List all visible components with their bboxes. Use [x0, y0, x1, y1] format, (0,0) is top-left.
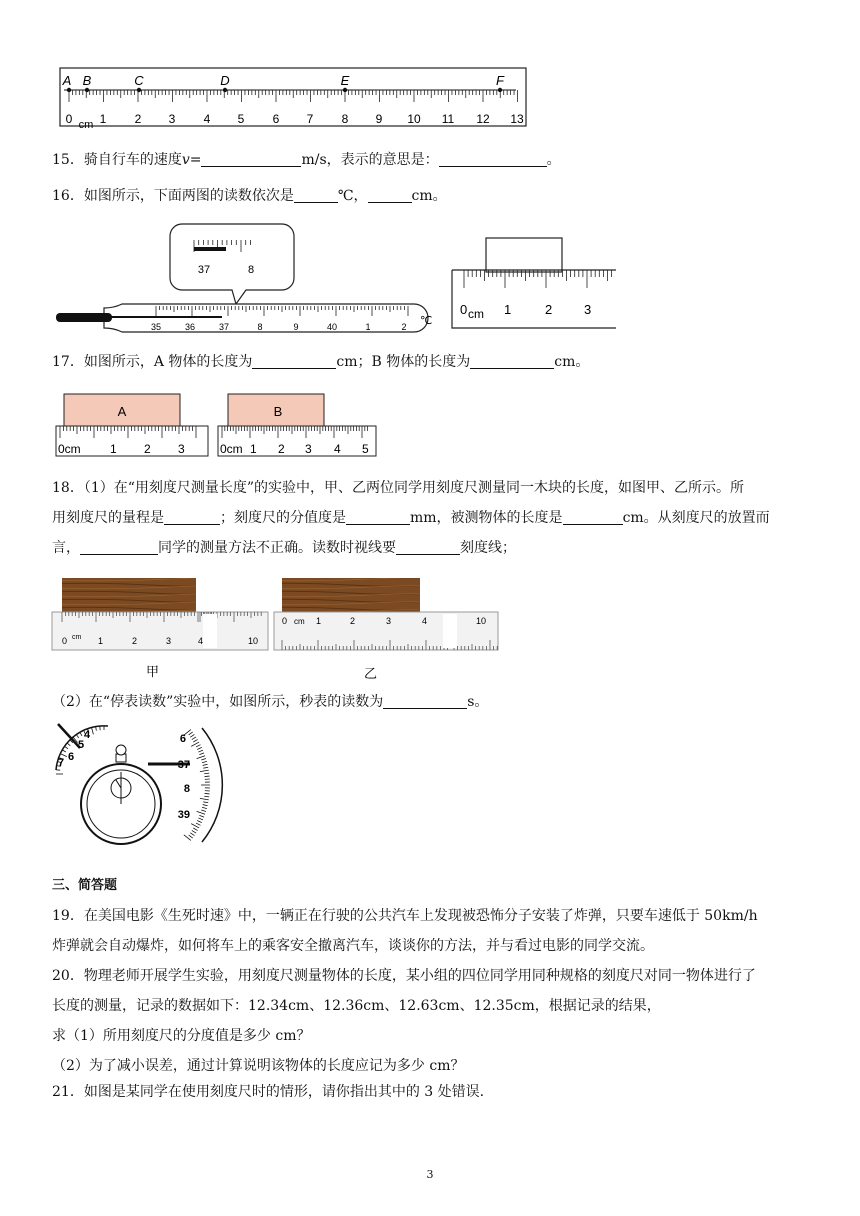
tick-5: 5 — [237, 112, 245, 126]
thermo-label: 9 — [293, 322, 299, 332]
jia-label: 2 — [132, 636, 138, 646]
ruler-b-label: 2 — [278, 442, 285, 456]
question-18 — [52, 474, 812, 562]
tick-12: 12 — [476, 112, 490, 126]
jia-label: 4 — [198, 636, 204, 646]
block-ruler-figure — [448, 234, 618, 332]
question-15 — [52, 150, 561, 170]
small-dial-label: 7 — [58, 757, 65, 769]
big-dial-label: 8 — [183, 783, 190, 795]
q18-part1-b3: mm，被测物体的长度是 — [410, 510, 563, 526]
q18-part1-c1: 言， — [52, 540, 80, 556]
q17-text-1: 如图所示，A 物体的长度为 — [83, 354, 253, 370]
small-dial-label: 4 — [84, 729, 91, 741]
q18-part1-b2: ；刻度尺的分值度是 — [220, 510, 346, 526]
q20-line-4: （2）为了减小误差，通过计算说明该物体的长度应记为多少 cm？ — [52, 1058, 465, 1074]
yi-label: 10 — [476, 616, 487, 626]
answer-blank[interactable] — [470, 354, 554, 369]
question-21 — [52, 1082, 484, 1102]
tick-13: 13 — [510, 112, 524, 126]
q18-part1-b4: cm。从刻度尺的放置而 — [622, 510, 770, 526]
q15-variable: v — [181, 152, 190, 168]
q17-text-3: cm。 — [554, 354, 590, 370]
question-17 — [52, 352, 589, 372]
answer-blank[interactable] — [294, 188, 338, 203]
yi-label: 1 — [316, 616, 322, 626]
question-18-part2 — [52, 692, 488, 712]
zoom-mercury — [194, 247, 226, 251]
q18-part1-c2: 同学的测量方法不正确。读数时视线要 — [158, 540, 396, 556]
point-label-b: B — [82, 73, 92, 88]
thermo-label: 35 — [150, 322, 162, 332]
small-dial-label: 5 — [78, 739, 85, 751]
point-label-c: C — [134, 73, 144, 88]
question-number: 20． — [52, 968, 84, 984]
caption-yi: 乙 — [364, 666, 378, 681]
thermo-label: 37 — [218, 322, 230, 332]
ruler-3: 3 — [584, 302, 592, 317]
q16-text-3: cm。 — [411, 188, 447, 204]
wood-block-yi — [282, 578, 420, 612]
q18-line-3 — [52, 534, 812, 562]
ruler-b-label: 1 — [250, 442, 257, 456]
jia-label: 0 — [62, 636, 68, 646]
q19-line-1: 在美国电影《生死时速》中，一辆正在行驶的公共汽车上发现被恐怖分子安装了炸弹，只要车速低于 50km/h — [83, 908, 758, 924]
answer-blank[interactable] — [396, 540, 460, 555]
ruler-2: 2 — [545, 302, 553, 317]
q15-text-3: m/s，表示的意思是： — [301, 152, 439, 168]
q18-part2-2: s。 — [467, 694, 489, 710]
jia-label: 1 — [98, 636, 104, 646]
zoom-label-37: 37 — [197, 264, 211, 276]
jia-label: cm — [72, 634, 82, 641]
q18-part2-1: （2）在“停表读数”实验中，如图所示，秒表的读数为 — [52, 694, 384, 710]
measured-block — [486, 238, 562, 272]
ruler-b-label: 3 — [305, 442, 312, 456]
answer-blank[interactable] — [346, 510, 410, 525]
thermo-unit: ℃ — [420, 315, 433, 327]
section-title: 三、简答题 — [52, 878, 118, 893]
thermo-label: 40 — [326, 322, 338, 332]
q18-part1-a: （1）在“用刻度尺测量长度”的实验中，甲、乙两位同学用刻度尺测量同一木块的长度，如图甲、乙所示。所 — [83, 480, 745, 496]
point-label-a: A — [62, 73, 72, 88]
answer-blank[interactable] — [563, 510, 623, 525]
ab-ruler-figure — [54, 390, 384, 460]
ruler-1: 1 — [504, 302, 512, 317]
tick-3: 3 — [168, 112, 176, 126]
q15-text-2: = — [189, 152, 202, 168]
yi-label: 2 — [350, 616, 356, 626]
ruler-ticks — [464, 270, 612, 288]
tick-6: 6 — [272, 112, 280, 126]
tick-10: 10 — [407, 112, 421, 126]
answer-blank[interactable] — [383, 694, 467, 709]
ruler-jia — [52, 612, 268, 650]
question-20 — [52, 962, 812, 1080]
question-16 — [52, 186, 447, 206]
tick-7: 7 — [306, 112, 314, 126]
stopwatch-figure — [52, 720, 228, 848]
q15-text-1: 骑自行车的速度 — [83, 152, 182, 168]
tick-8: 8 — [341, 112, 349, 126]
question-number: 17． — [52, 354, 84, 370]
ruler-labels — [460, 302, 591, 321]
ruler-unit: cm — [468, 307, 484, 321]
yi-label: 4 — [422, 616, 428, 626]
ruler-unit: cm — [78, 119, 94, 131]
answer-blank[interactable] — [201, 152, 301, 167]
question-number: 18． — [52, 480, 84, 496]
point-label-d: D — [220, 73, 230, 88]
top-ruler-figure — [56, 66, 536, 132]
q18-part1-c3: 刻度线； — [460, 540, 516, 556]
jia-label: 10 — [248, 636, 259, 646]
tick-1: 1 — [99, 112, 107, 126]
thermometer-bulb — [56, 313, 112, 322]
wood-block-jia — [62, 578, 196, 612]
jia-label: 3 — [166, 636, 172, 646]
ruler-a-label: 3 — [178, 442, 185, 456]
q15-text-4: 。 — [546, 152, 561, 168]
q19-line-2: 炸弹就会自动爆炸，如何将车上的乘客安全撤离汽车，谈谈你的方法，并与看过电影的同学交流。 — [52, 938, 654, 954]
stopwatch-crown-ring — [116, 745, 126, 755]
ruler-zero: 0 — [460, 302, 468, 317]
big-dial-label: 6 — [179, 733, 186, 745]
question-number: 21． — [52, 1084, 84, 1100]
tick-11: 11 — [441, 112, 455, 126]
block-a-label: A — [117, 404, 127, 419]
q18-part1-b1: 用刻度尺的量程是 — [52, 510, 164, 526]
small-dial-label: 6 — [68, 751, 75, 763]
q20-line-3: 求（1）所用刻度尺的分度值是多少 cm？ — [52, 1028, 311, 1044]
block-b-label: B — [273, 404, 283, 419]
thermometer-figure — [54, 220, 440, 336]
tick-0: 0 — [65, 112, 73, 126]
wood-ruler-figure — [50, 574, 510, 684]
question-number: 15． — [52, 152, 84, 168]
point-label-e: E — [340, 73, 350, 88]
q18-line-1 — [52, 474, 812, 502]
tick-2: 2 — [134, 112, 142, 126]
ruler-b-label: 0cm — [220, 442, 243, 456]
yi-label: 3 — [386, 616, 392, 626]
tick-9: 9 — [375, 112, 383, 126]
q17-text-2: cm；B 物体的长度为 — [336, 354, 471, 370]
zoom-bubble — [170, 224, 294, 304]
answer-blank[interactable] — [164, 510, 220, 525]
yi-label: 0 — [282, 616, 288, 626]
tick-4: 4 — [203, 112, 211, 126]
answer-blank[interactable] — [368, 188, 412, 203]
ruler-a-label: 2 — [144, 442, 151, 456]
question-number: 19． — [52, 908, 84, 924]
page-number: 3 — [426, 1168, 434, 1181]
q20-line-1: 物理老师开展学生实验，用刻度尺测量物体的长度，某小组的四位同学用同种规格的刻度尺对同一物体进行了 — [83, 968, 756, 984]
thermo-label: 2 — [401, 322, 407, 332]
q21-text: 如图是某同学在使用刻度尺时的情形，请你指出其中的 3 处错误. — [83, 1084, 485, 1100]
point-label-f: F — [496, 73, 504, 88]
caption-jia: 甲 — [146, 664, 160, 679]
q16-text-2: ℃， — [337, 188, 368, 204]
yi-label: cm — [294, 617, 305, 626]
big-dial-label: 37 — [177, 759, 190, 771]
big-dial-labels — [178, 733, 190, 821]
thermo-label: 8 — [257, 322, 263, 332]
q20-line-2: 长度的测量，记录的数据如下：12.34cm、12.36cm、12.63cm、12.35cm，根据记录的结果， — [52, 998, 661, 1014]
big-dial-label: 39 — [177, 809, 190, 821]
answer-blank[interactable] — [439, 152, 547, 167]
ruler-a-label: 1 — [110, 442, 117, 456]
q18-line-2 — [52, 504, 812, 532]
question-19 — [52, 902, 812, 960]
ruler-b-label: 5 — [362, 442, 369, 456]
question-number: 16． — [52, 188, 84, 204]
thermo-label: 36 — [184, 322, 196, 332]
q16-text-1: 如图所示，下面两图的读数依次是 — [83, 188, 294, 204]
answer-blank[interactable] — [80, 540, 158, 555]
answer-blank[interactable] — [252, 354, 336, 369]
thermo-label: 1 — [365, 322, 371, 332]
ruler-b-label: 4 — [334, 442, 341, 456]
zoom-label-8: 8 — [247, 264, 255, 276]
ruler-a-label: 0cm — [58, 442, 81, 456]
